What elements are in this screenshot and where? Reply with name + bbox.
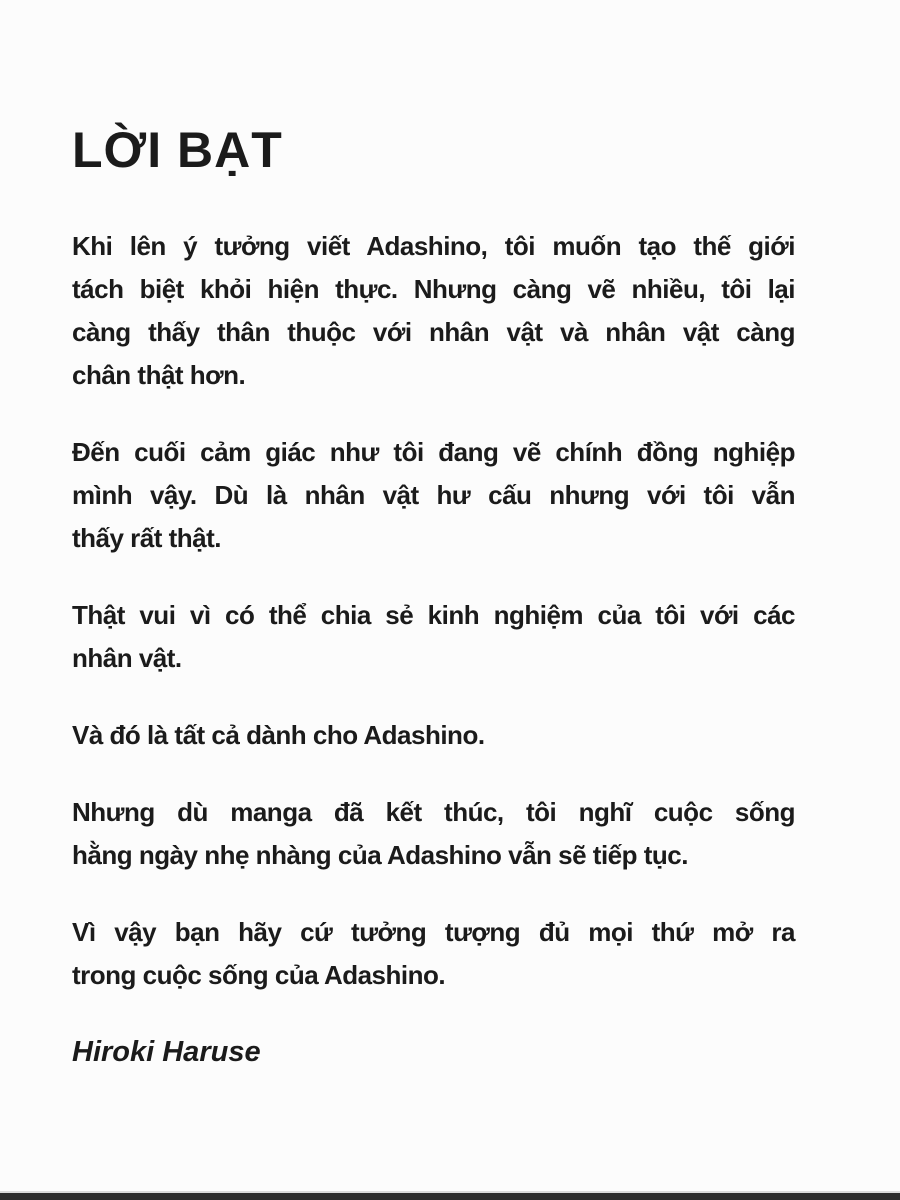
author-signature: Hiroki Haruse [72,1036,261,1068]
afterword-content [72,122,795,1074]
paragraph [72,714,795,757]
paragraph-line: Và đó là tất cả dành cho Adashino. [72,720,485,750]
paragraph-line: Khi lên ý tưởng viết Adashino, tôi muốn tạo thế giới [72,231,795,261]
paragraph-line: Đến cuối cảm giác như tôi đang vẽ chính đồng nghiệp [72,437,795,467]
paragraph-line: hằng ngày nhẹ nhàng của Adashino vẫn sẽ tiếp tục. [72,840,688,870]
paragraph-line: càng thấy thân thuộc với nhân vật và nhân vật càng [72,317,795,347]
paragraph-line: thấy rất thật. [72,523,222,553]
paragraph-line: Nhưng dù manga đã kết thúc, tôi nghĩ cuộc sống [72,797,795,827]
paragraph-line: chân thật hơn. [72,360,246,390]
paragraph-line: trong cuộc sống của Adashino. [72,960,446,990]
scan-edge-bar [0,1193,900,1200]
paragraph [72,431,795,560]
paragraph [72,911,795,997]
paragraph-line: Thật vui vì có thể chia sẻ kinh nghiệm của tôi với các [72,600,795,630]
paragraph [72,225,795,397]
paragraph-line: nhân vật. [72,643,182,673]
paragraph-line: tách biệt khỏi hiện thực. Nhưng càng vẽ nhiều, tôi lại [72,274,795,304]
afterword-body [72,225,795,997]
page-title: LỜI BẠT [72,122,283,178]
paragraph-line: mình vậy. Dù là nhân vật hư cấu nhưng với tôi vẫn [72,480,795,510]
paragraph-line: Vì vậy bạn hãy cứ tưởng tượng đủ mọi thứ mở ra [72,917,795,947]
paragraph [72,791,795,877]
paragraph [72,594,795,680]
